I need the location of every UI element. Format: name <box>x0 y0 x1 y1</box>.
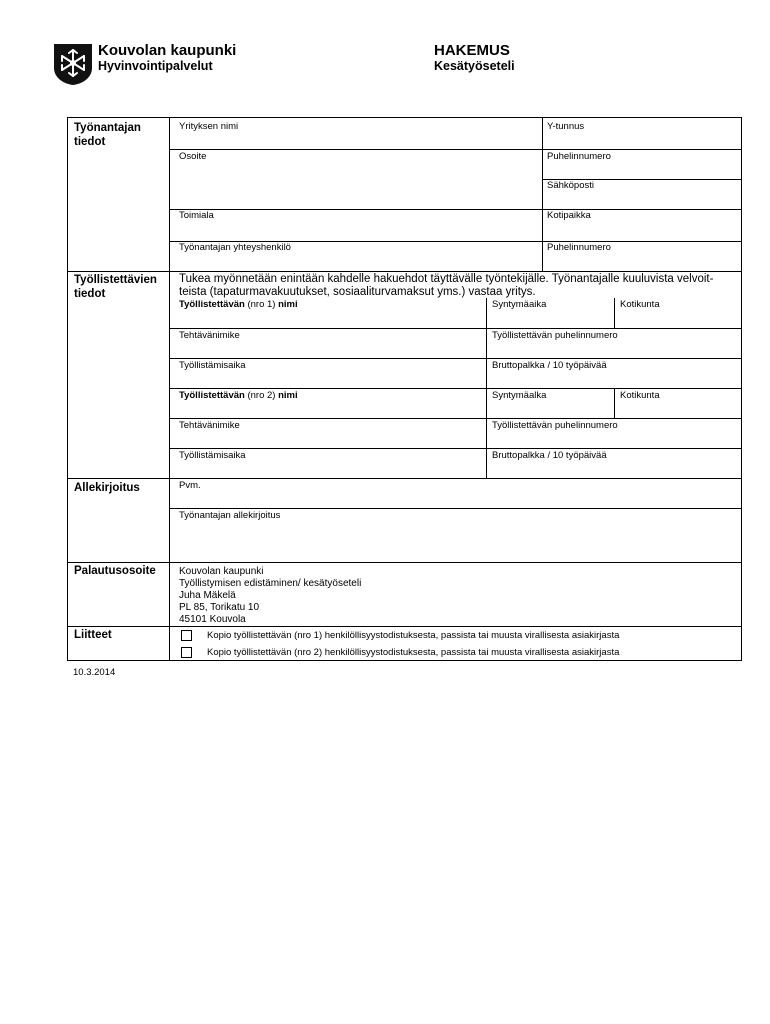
return-address-line: Työllistymisen edistäminen/ kesätyöseteli <box>179 578 362 589</box>
kouvola-snowflake-crest-icon <box>52 42 94 86</box>
document-title: HAKEMUS <box>434 42 510 59</box>
signature-section-label: Allekirjoitus <box>74 482 140 494</box>
return-address-line: Juha Mäkelä <box>179 590 236 601</box>
employer-section-label: Työnantajan tiedot <box>74 122 141 148</box>
notice-line-1: Tukea myönnetään enintään kahdelle hakuehdot täyttävälle työntekijälle. Työnantajalle kuuluvista velvoit- <box>179 273 714 285</box>
attachment2-label: Kopio työllistettävän (nro 2) henkilöllisyystodistuksesta, passista tai muusta virallisesta asiakirjasta <box>207 647 620 658</box>
attachment1-label: Kopio työllistettävän (nro 1) henkilöllisyystodistuksesta, passista tai muusta virallisesta asiakirjasta <box>207 630 620 641</box>
employee2-job-title-field[interactable]: Tehtävänimike <box>179 420 240 431</box>
business-id-field[interactable]: Y-tunnus <box>547 121 585 132</box>
employee1-salary-field[interactable]: Bruttopalkka / 10 työpäivää <box>492 360 607 371</box>
document-date: 10.3.2014 <box>73 667 116 678</box>
email-field[interactable]: Sähköposti <box>547 180 595 191</box>
return-address <box>179 566 361 626</box>
document-subtitle: Kesätyöseteli <box>434 59 515 73</box>
employee2-name-field[interactable]: Työllistettävän (nro 2) nimi <box>179 390 298 401</box>
company-name-field[interactable]: Yrityksen nimi <box>179 121 239 132</box>
application-form <box>67 117 742 661</box>
employee1-phone-field[interactable]: Työllistettävän puhelinnumero <box>492 330 618 341</box>
notice-line-2: teista (tapaturmavakuutukset, sosiaaliturvamaksut yms.) vastaa yritys. <box>179 286 536 298</box>
employee1-birthdate-field[interactable]: Syntymäaika <box>492 299 547 310</box>
return-address-line: PL 85, Torikatu 10 <box>179 602 260 613</box>
employee2-period-field[interactable]: Työllistämisaika <box>179 450 246 461</box>
employee1-period-field[interactable]: Työllistämisaika <box>179 360 246 371</box>
attachment2-checkbox[interactable] <box>181 647 192 658</box>
industry-field[interactable]: Toimiala <box>179 210 214 221</box>
return-address-section-label: Palautusosoite <box>74 565 156 577</box>
employee2-salary-field[interactable]: Bruttopalkka / 10 työpäivää <box>492 450 607 461</box>
employee2-home-field[interactable]: Kotikunta <box>620 390 660 401</box>
return-address-line: 45101 Kouvola <box>179 614 246 625</box>
employee2-phone-field[interactable]: Työllistettävän puhelinnumero <box>492 420 618 431</box>
department-name: Hyvinvointipalvelut <box>98 59 213 73</box>
employee1-job-title-field[interactable]: Tehtävänimike <box>179 330 240 341</box>
contact-phone-field[interactable]: Puhelinnumero <box>547 242 611 253</box>
attachment1-checkbox[interactable] <box>181 630 192 641</box>
organization-name: Kouvolan kaupunki <box>98 42 237 59</box>
signature-date-field[interactable]: Pvm. <box>179 480 201 491</box>
address-field[interactable]: Osoite <box>179 151 207 162</box>
domicile-field[interactable]: Kotipaikka <box>547 210 591 221</box>
employee1-name-field[interactable]: Työllistettävän (nro 1) nimi <box>179 299 298 310</box>
employee2-birthdate-field[interactable]: Syntymäalka <box>492 390 547 401</box>
employer-signature-field[interactable]: Työnantajan allekirjoitus <box>179 510 281 521</box>
employees-notice <box>179 273 739 299</box>
employer-phone-field[interactable]: Puhelinnumero <box>547 151 611 162</box>
employee1-home-field[interactable]: Kotikunta <box>620 299 660 310</box>
employees-section-label: Työllistettävien tiedot <box>74 274 157 300</box>
attachments-section-label: Liitteet <box>74 629 112 641</box>
contact-person-field[interactable]: Työnantajan yhteyshenkilö <box>179 242 291 253</box>
return-address-line: Kouvolan kaupunki <box>179 566 264 577</box>
